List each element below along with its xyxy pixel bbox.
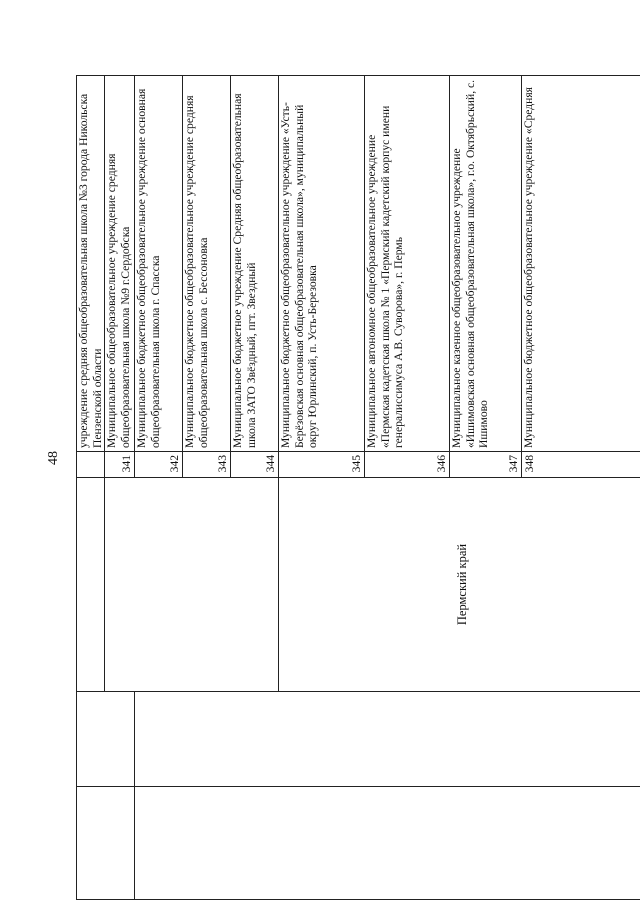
school-name: Муниципальное бюджетное учреждение Средняя общеобразовательная школа ЗАТО Звёздный, пгт. Звездный [231,76,279,452]
school-name: Муниципальное бюджетное общеобразовательное учреждение средняя общеобразовательная школа с. Бессоновка [183,76,231,452]
schools-table [76,75,640,900]
blank-col-1 [77,787,135,900]
row-number: 344 [231,452,279,478]
row-number: 342 [135,452,183,478]
row-number: 345 [279,452,365,478]
page-number: 48 [46,451,61,465]
blank-col-2 [77,692,135,787]
school-name: Муниципальное казенное общеобразовательное учреждение «Ишимовская основная общеобразовательная школа», г.о. Октябрьский, с. Ишимово [450,76,522,452]
school-name: Муниципальное бюджетное общеобразовательное учреждение основная общеобразовательная школа г. Спасска [135,76,183,452]
region-name: Пермский край [279,478,640,692]
row-number: 343 [183,452,231,478]
prev-region-cell [77,478,105,692]
school-name: Муниципальное автономное общеобразовательное учреждение «Пермская кадетская школа № 1 «Пермский кадетский корпус имени генералиссимуса А.В. Суворова», г. Пермь [365,76,450,452]
row-number: 347 [450,452,522,478]
school-name: учреждение средняя общеобразовательная школа №3 города Никольска Пензенской области [77,76,105,452]
blank-col-2 [135,692,640,787]
school-name: Муниципальное общеобразовательное учреждение средняя общеобразовательная школа №9 г.Сердобска [105,76,135,452]
row-number [77,452,105,478]
row-number: 348 [522,452,640,478]
school-name: Муниципальное бюджетное общеобразовательное учреждение «Усть-Берёзовская основная общеобразовательная школа», муниципальный округ Юрлинский, п. Усть-Березовка [279,76,365,452]
school-name: Муниципальное бюджетное общеобразовательное учреждение «Средняя [522,76,640,452]
prev-region-cell [105,478,279,692]
blank-col-1 [135,787,640,900]
row-number: 346 [365,452,450,478]
row-number: 341 [105,452,135,478]
rotated-table-container [76,76,640,900]
